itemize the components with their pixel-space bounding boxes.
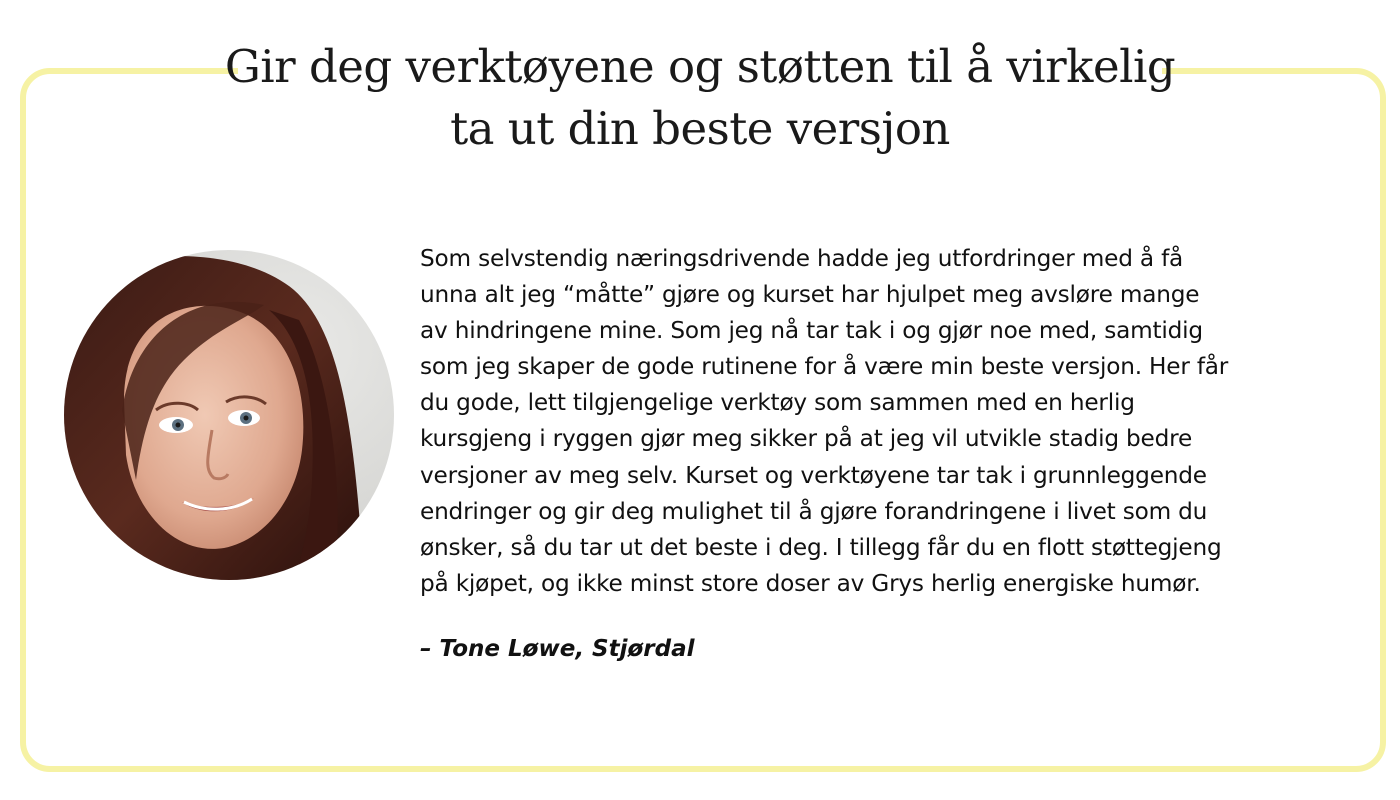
testimonial-line: Som selvstendig næringsdrivende hadde jeg utfordringer med å få bbox=[420, 245, 1184, 272]
page-title bbox=[180, 36, 1220, 160]
testimonial-line: du gode, lett tilgjengelige verktøy som sammen med en herlig bbox=[420, 389, 1135, 417]
testimonial-attribution: – Tone Løwe, Stjørdal bbox=[420, 636, 695, 662]
portrait-image bbox=[64, 250, 394, 580]
testimonial-line: som jeg skaper de gode rutinene for å være min beste versjon. Her får bbox=[420, 353, 1229, 381]
testimonial-line: versjoner av meg selv. Kurset og verktøyene tar tak i grunnleggende bbox=[420, 461, 1207, 489]
title-line-1: Gir deg verktøyene og støtten til å virkelig bbox=[224, 40, 1176, 93]
portrait-photo bbox=[64, 250, 394, 580]
testimonial-line: unna alt jeg “måtte” gjøre og kurset har hjulpet meg avsløre mange bbox=[420, 281, 1200, 309]
title-line-2: ta ut din beste versjon bbox=[450, 102, 950, 155]
testimonial-line: ønsker, så du tar ut det beste i deg. I tillegg får du en flott støttegjeng bbox=[420, 533, 1222, 561]
testimonial-text bbox=[420, 241, 1376, 602]
testimonial-line: endringer og gir deg mulighet til å gjøre forandringene i livet som du bbox=[420, 497, 1208, 525]
testimonial-line: kursgjeng i ryggen gjør meg sikker på at jeg vil utvikle stadig bedre bbox=[420, 425, 1193, 453]
testimonial-line: på kjøpet, og ikke minst store doser av Grys herlig energiske humør. bbox=[420, 569, 1201, 597]
testimonial-line: av hindringene mine. Som jeg nå tar tak i og gjør noe med, samtidig bbox=[420, 317, 1203, 345]
